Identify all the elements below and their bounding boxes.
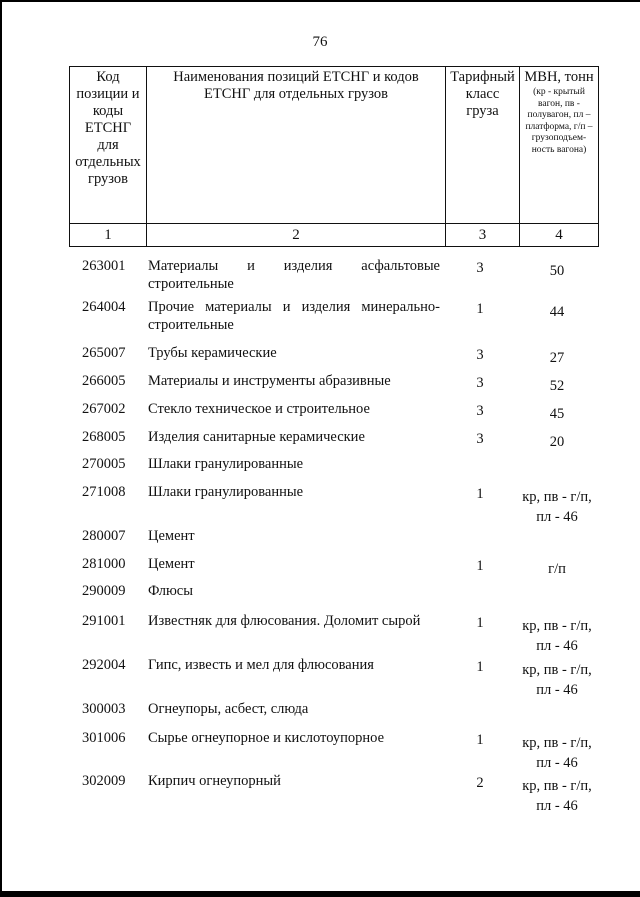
row-class: 1	[476, 486, 484, 502]
row-name: Шлаки гранулированные	[148, 456, 304, 472]
row-code: 266005	[82, 373, 126, 389]
row-mvn	[515, 700, 599, 704]
row-code: 292004	[82, 657, 126, 673]
row-mvn: кр, пв - г/п, пл - 46	[522, 662, 592, 698]
row-mvn	[515, 455, 599, 459]
header-num-2: 2	[147, 224, 446, 247]
row-class: 3	[476, 403, 484, 419]
header-num-1: 1	[70, 224, 147, 247]
row-class: 1	[476, 301, 484, 317]
row-code: 268005	[82, 429, 126, 445]
row-class	[447, 700, 513, 702]
row-code: 301006	[82, 730, 126, 746]
row-mvn: кр, пв - г/п, пл - 46	[522, 735, 592, 771]
row-mvn: 52	[549, 378, 565, 394]
row-name: Материалы и инструменты абразивные	[148, 373, 391, 389]
row-mvn: 44	[549, 304, 565, 320]
row-class: 2	[476, 775, 484, 791]
scan-edge-top	[0, 0, 640, 2]
row-class: 1	[476, 558, 484, 574]
row-code: 300003	[82, 701, 126, 717]
row-code: 265007	[82, 345, 126, 361]
row-class	[447, 455, 513, 457]
row-class: 3	[476, 260, 484, 276]
row-code: 280007	[82, 528, 126, 544]
table-header	[69, 66, 599, 247]
header-num-3: 3	[446, 224, 520, 247]
row-class	[447, 582, 513, 584]
header-num-4: 4	[520, 224, 599, 247]
row-name: Кирпич огнеупорный	[148, 773, 281, 789]
header-mvn	[520, 67, 599, 224]
row-class: 3	[476, 431, 484, 447]
row-name: Трубы керамические	[148, 345, 277, 361]
row-code: 302009	[82, 773, 126, 789]
row-name: Цемент	[148, 528, 195, 544]
scan-edge-left	[0, 0, 2, 897]
row-name: Известняк для флюсования. Доломит сырой	[148, 613, 421, 629]
row-mvn: кр, пв - г/п, пл - 46	[522, 618, 592, 654]
row-mvn: 45	[549, 406, 565, 422]
row-name: Изделия санитарные керамические	[148, 429, 365, 445]
header-mvn-note: (кр - крытый вагон, пв - полувагон, пл – платформа, г/п – грузоподъем-ность вагона)	[525, 87, 593, 155]
row-mvn	[515, 582, 599, 586]
row-mvn: кр, пв - г/п, пл - 46	[522, 778, 592, 814]
row-name: Гипс, известь и мел для флюсования	[148, 657, 374, 673]
header-name: Наименования позиций ЕТСНГ и кодов ЕТСНГ для отдельных грузов	[147, 67, 446, 224]
row-name: Прочие материалы и изделия минерально-строительные	[148, 299, 440, 333]
row-code: 263001	[82, 258, 126, 274]
row-code: 267002	[82, 401, 126, 417]
header-code: Код позиции и коды ЕТСНГ для отдельных грузов	[70, 67, 147, 224]
row-name: Стекло техническое и строительное	[148, 401, 370, 417]
row-class: 1	[476, 732, 484, 748]
row-name: Флюсы	[148, 583, 193, 599]
row-class: 3	[476, 375, 484, 391]
scan-edge-bottom	[0, 891, 640, 897]
row-name: Огнеупоры, асбест, слюда	[148, 701, 309, 717]
row-code: 270005	[82, 456, 126, 472]
row-code: 291001	[82, 613, 126, 629]
row-mvn: 20	[549, 434, 565, 450]
row-mvn: г/п	[548, 561, 566, 577]
page-number: 76	[312, 34, 328, 50]
row-mvn: 50	[549, 263, 565, 279]
row-name: Сырье огнеупорное и кислотоупорное	[148, 730, 385, 746]
row-code: 290009	[82, 583, 126, 599]
row-class: 1	[476, 615, 484, 631]
row-class: 3	[476, 347, 484, 363]
row-mvn	[515, 527, 599, 531]
header-class: Тарифный класс груза	[446, 67, 520, 224]
row-name: Материалы и изделия асфальтовые строительные	[148, 258, 440, 292]
row-class: 1	[476, 659, 484, 675]
row-mvn: кр, пв - г/п, пл - 46	[522, 489, 592, 525]
row-class	[447, 527, 513, 529]
row-name: Шлаки гранулированные	[148, 484, 304, 500]
row-name: Цемент	[148, 556, 195, 572]
row-code: 264004	[82, 299, 126, 315]
row-code: 281000	[82, 556, 126, 572]
row-mvn: 27	[549, 350, 565, 366]
header-mvn-title: МВН, тонн	[524, 69, 594, 85]
row-code: 271008	[82, 484, 126, 500]
